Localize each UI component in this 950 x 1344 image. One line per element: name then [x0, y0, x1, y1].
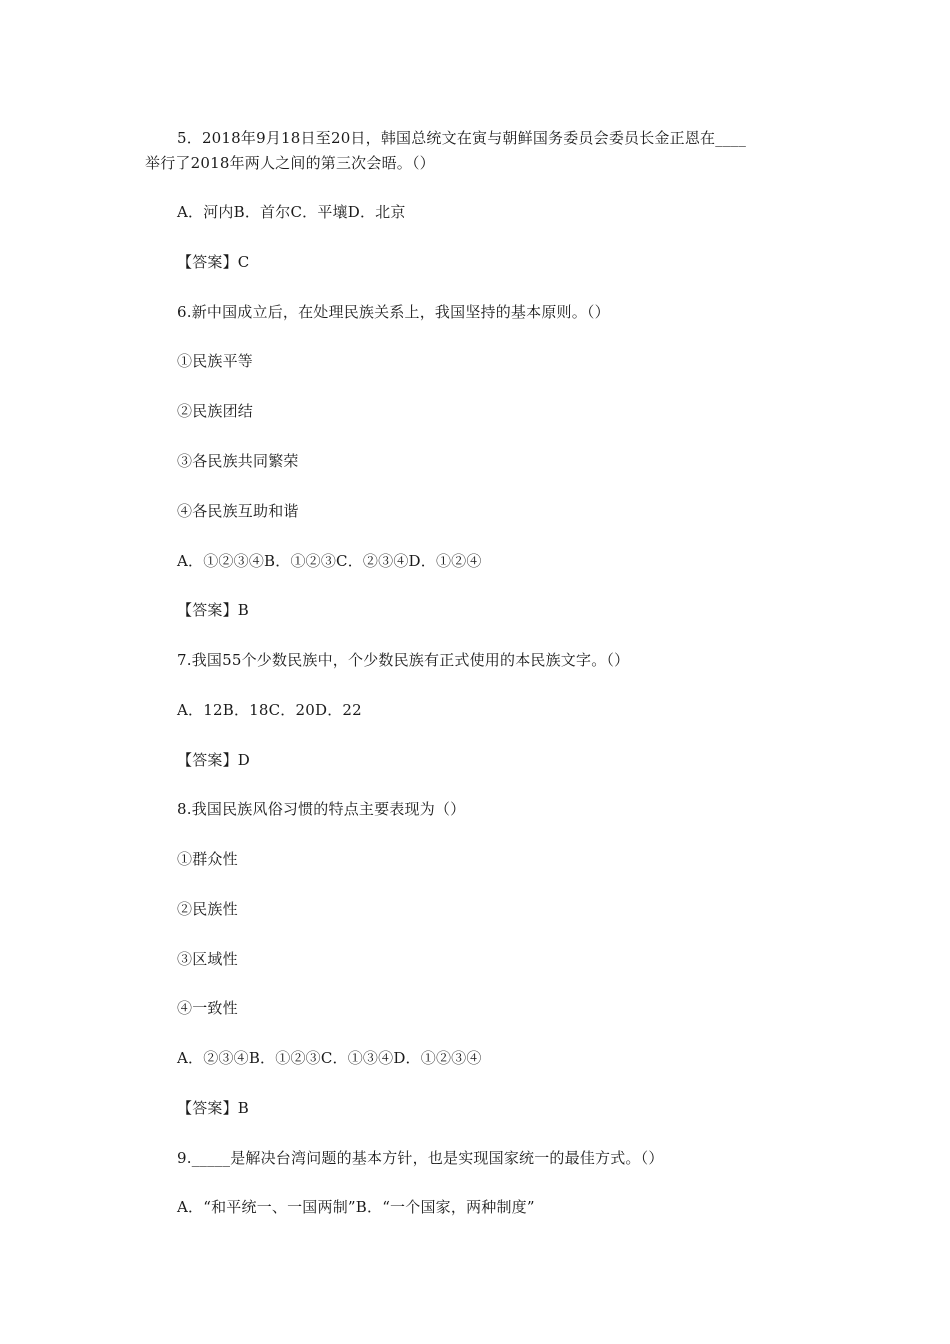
q8-options: A．②③④B．①②③C．①③④D．①②③④ [177, 1049, 482, 1067]
q6-options: A．①②③④B．①②③C．②③④D．①②④ [177, 552, 482, 570]
q8-item-3: ③区域性 [177, 950, 238, 968]
q7-answer: 【答案】D [177, 751, 251, 769]
q6-item-3: ③各民族共同繁荣 [177, 452, 299, 470]
q7-options: A．12B．18C．20D．22 [177, 701, 362, 719]
q5-stem-line2: 举行了2018年两人之间的第三次会晤。（） [145, 154, 435, 172]
q8-item-2: ②民族性 [177, 900, 238, 918]
q8-item-4: ④一致性 [177, 999, 238, 1017]
q8-item-1: ①群众性 [177, 850, 238, 868]
q6-stem: 6.新中国成立后，在处理民族关系上，我国坚持的基本原则。（） [177, 303, 610, 321]
q6-item-1: ①民族平等 [177, 352, 254, 370]
q5-stem-line1: 5．2018年9月18日至20日，韩国总统文在寅与朝鲜国务委员会委员长金正恩在____ [177, 129, 747, 147]
q8-answer: 【答案】B [177, 1099, 250, 1117]
q5-options: A．河内B．首尔C．平壤D．北京 [177, 203, 406, 221]
q9-options: A．“和平统一、一国两制”B．“一个国家，两种制度” [177, 1198, 535, 1216]
q6-item-2: ②民族团结 [177, 402, 254, 420]
q8-stem: 8.我国民族风俗习惯的特点主要表现为（） [177, 800, 466, 818]
q7-stem: 7.我国55个少数民族中，个少数民族有正式使用的本民族文字。（） [177, 651, 630, 669]
q6-answer: 【答案】B [177, 601, 250, 619]
q5-answer: 【答案】C [177, 253, 250, 271]
q6-item-4: ④各民族互助和谐 [177, 502, 299, 520]
q9-stem: 9._____是解决台湾问题的基本方针，也是实现国家统一的最佳方式。（） [177, 1149, 664, 1167]
